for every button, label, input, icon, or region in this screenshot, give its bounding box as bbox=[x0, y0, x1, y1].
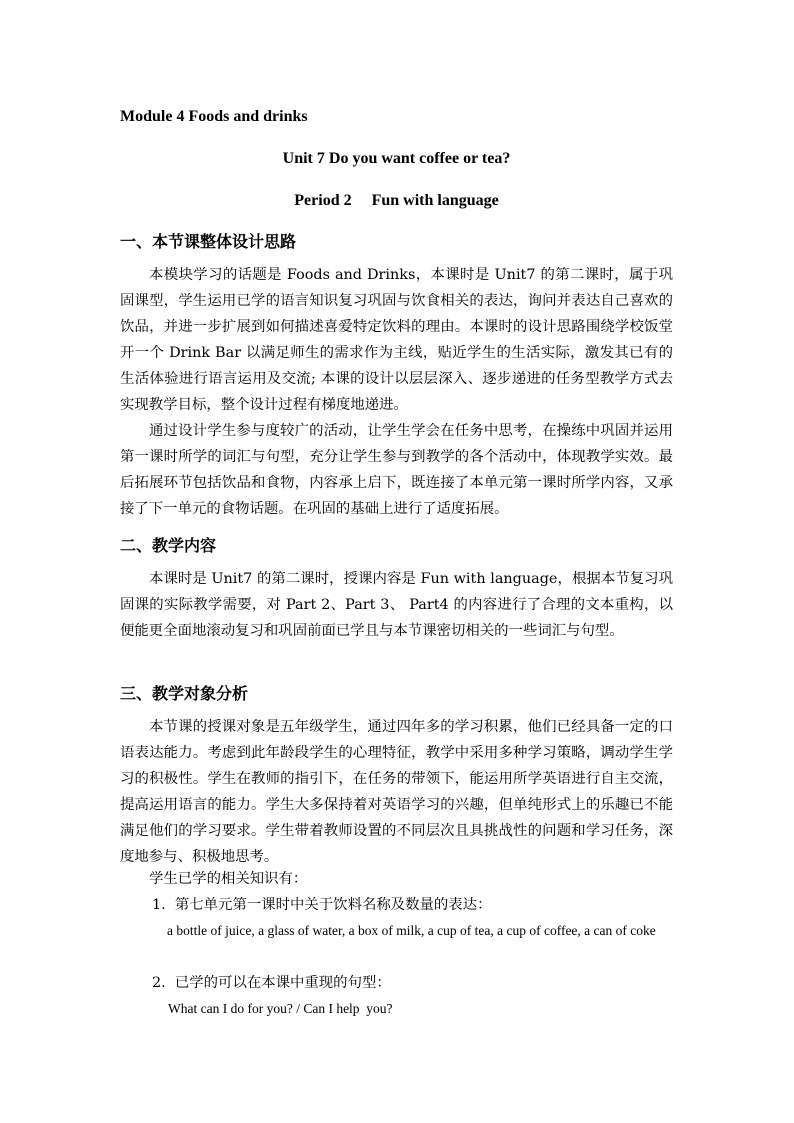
section-heading-students: 三、教学对象分析 bbox=[120, 684, 249, 703]
design-paragraph-2: 通过设计学生参与度较广的活动，让学生学会在任务中思考，在操练中巩固并运用第一课时所学的词汇与句型，充分让学生参与到教学的各个活动中，体现教学实效。最后拓展环节包括饮品和食物，内容承上启下，既连接了本单元第一课时所学内容，又承接了下一单元的食物话题。在巩固的基础上进行了适度拓展。 bbox=[120, 423, 673, 517]
module-title: Module 4 Foods and drinks bbox=[120, 108, 308, 125]
students-paragraph: 本节课的授课对象是五年级学生，通过四年多的学习积累，他们已经具备一定的口语表达能力。考虑到此年龄段学生的心理特征，教学中采用多种学习策略，调动学生学习的积极性。学生在教师的指引下，在任务的带领下，能运用所学英语进行自主交流，提高运用语言的能力。学生大多保持着对英语学习的兴趣，但单纯形式上的乐趣已不能满足他们的学习要求。学生带着教师设置的不同层次且具挑战性的问题和学习任务，深度地参与、积极地思考。 bbox=[120, 719, 673, 865]
knowledge-item-1-label: 1. 第七单元第一课时中关于饮料名称及数量的表达： bbox=[152, 897, 492, 913]
knowledge-item-1-example: a bottle of juice, a glass of water, a box of milk, a cup of tea, a cup of coffee, a can of coke bbox=[167, 923, 656, 938]
knowledge-intro: 学生已学的相关知识有： bbox=[149, 871, 308, 887]
section-heading-design: 一、本节课整体设计思路 bbox=[120, 232, 297, 251]
knowledge-item-2-example: What can I do for you? / Can I help you? bbox=[168, 1001, 393, 1016]
knowledge-item-2-label: 2. 已学的可以在本课中重现的句型： bbox=[152, 975, 391, 991]
period-title: Period 2 Fun with language bbox=[294, 192, 499, 209]
design-paragraph-1: 本模块学习的话题是 Foods and Drinks，本课时是 Unit7 的第二课时，属于巩固课型，学生运用已学的语言知识复习巩固与饮食相关的表达，询问并表达自己喜欢的饮品，并进一步扩展到如何描述喜爱特定饮料的理由。本课时的设计思路围绕学校饭堂开一个 Drink Bar 以满足师生的需求作为主线，贴近学生的生活实际，激发其已有的生活体验进行语言运用及交流; 本课的设计以层层深入、逐步递进的任务型教学方式去实现教学目标，整个设计过程有梯度地递进。 bbox=[120, 267, 673, 413]
content-paragraph: 本课时是 Unit7 的第二课时，授课内容是 Fun with language，根据本节复习巩固课的实际教学需要，对 Part 2、Part 3、 Part4 的内容进行了合理的文本重构，以便能更全面地滚动复习和巩固前面已学且与本节课密切相关的一些词汇与句型。 bbox=[120, 571, 673, 639]
section-heading-content: 二、教学内容 bbox=[120, 536, 217, 555]
unit-title: Unit 7 Do you want coffee or tea? bbox=[282, 150, 511, 167]
